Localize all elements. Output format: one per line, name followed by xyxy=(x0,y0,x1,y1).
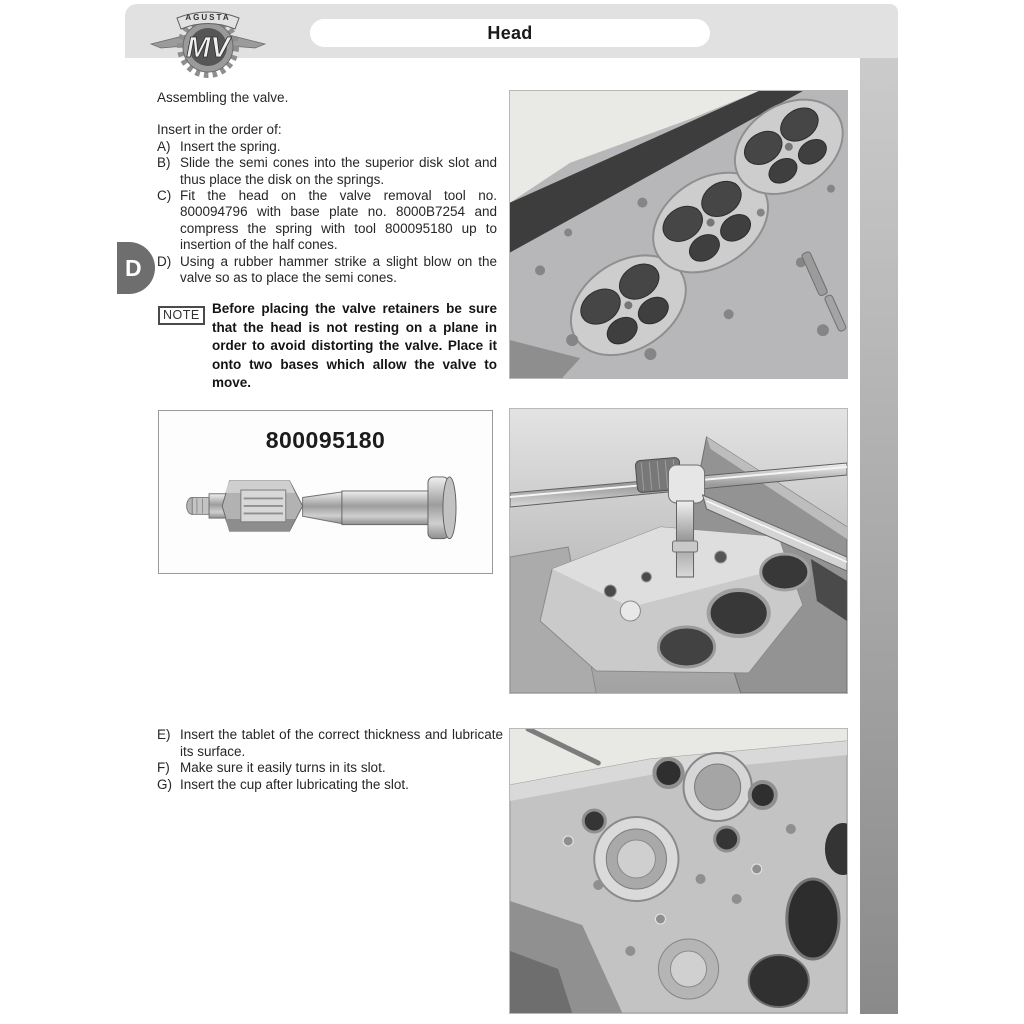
logo-banner-text: AGUSTA xyxy=(185,13,231,22)
intro-text: Assembling the valve. xyxy=(157,90,289,105)
step-d xyxy=(157,254,497,287)
cylinder-head-combustion-chambers-photo xyxy=(509,90,848,379)
photo1-image xyxy=(510,91,847,378)
step-text: Slide the semi cones into the superior disk slot and thus place the disk on the springs. xyxy=(180,155,497,187)
cylinder-head-top-view-photo xyxy=(509,728,848,1014)
note-text: Before placing the valve retainers be sure that the head is not resting on a plane in order to avoid distorting the valve. Place it onto two bases which allow the valve to move. xyxy=(212,301,497,391)
step-text: Fit the head on the valve removal tool no. 800094796 with base plate no. 8000B7254 and compress the spring with tool 800095180 up to insertion of the half cones. xyxy=(180,188,497,253)
step-label: G) xyxy=(157,776,172,792)
section-tab-letter: D xyxy=(125,254,142,281)
page-edge-band xyxy=(860,58,898,1014)
step-label: B) xyxy=(157,155,171,171)
step-label: E) xyxy=(157,727,171,742)
valve-spring-compressor-on-head-photo xyxy=(509,408,848,694)
photo3-image xyxy=(510,729,847,1013)
step-text: Insert the spring. xyxy=(180,138,281,154)
tool-figure-box xyxy=(158,410,493,574)
step-text: Insert the cup after lubricating the slot. xyxy=(180,776,409,792)
step-text: Insert the tablet of the correct thickness and lubricate its surface. xyxy=(180,727,503,759)
note-label: NOTE xyxy=(158,306,205,325)
section-tab-d xyxy=(117,242,155,294)
step-e xyxy=(157,727,503,760)
instructions-block xyxy=(157,90,497,286)
step-label: D) xyxy=(157,253,172,269)
step-f xyxy=(157,760,503,777)
step-label: A) xyxy=(157,138,171,154)
photo2-image xyxy=(510,409,847,693)
step-g xyxy=(157,777,503,794)
order-heading: Insert in the order of: xyxy=(157,122,282,138)
lower-instructions-block xyxy=(157,727,503,793)
logo-monogram: MV xyxy=(186,32,230,64)
note-block xyxy=(157,300,497,393)
valve-spring-compressor-tool-photo xyxy=(181,456,471,554)
mv-agusta-logo-icon xyxy=(149,2,267,82)
step-b xyxy=(157,155,497,188)
step-label: F) xyxy=(157,760,170,776)
tool-part-number: 800095180 xyxy=(265,427,386,453)
step-label: C) xyxy=(157,188,172,204)
step-a xyxy=(157,139,497,155)
page-title-pill xyxy=(310,19,710,47)
step-text: Using a rubber hammer strike a slight blow on the valve so as to place the semi cones. xyxy=(180,253,497,286)
step-c xyxy=(157,188,497,254)
step-text: Make sure it easily turns in its slot. xyxy=(180,760,386,776)
page-title: Head xyxy=(487,22,533,43)
